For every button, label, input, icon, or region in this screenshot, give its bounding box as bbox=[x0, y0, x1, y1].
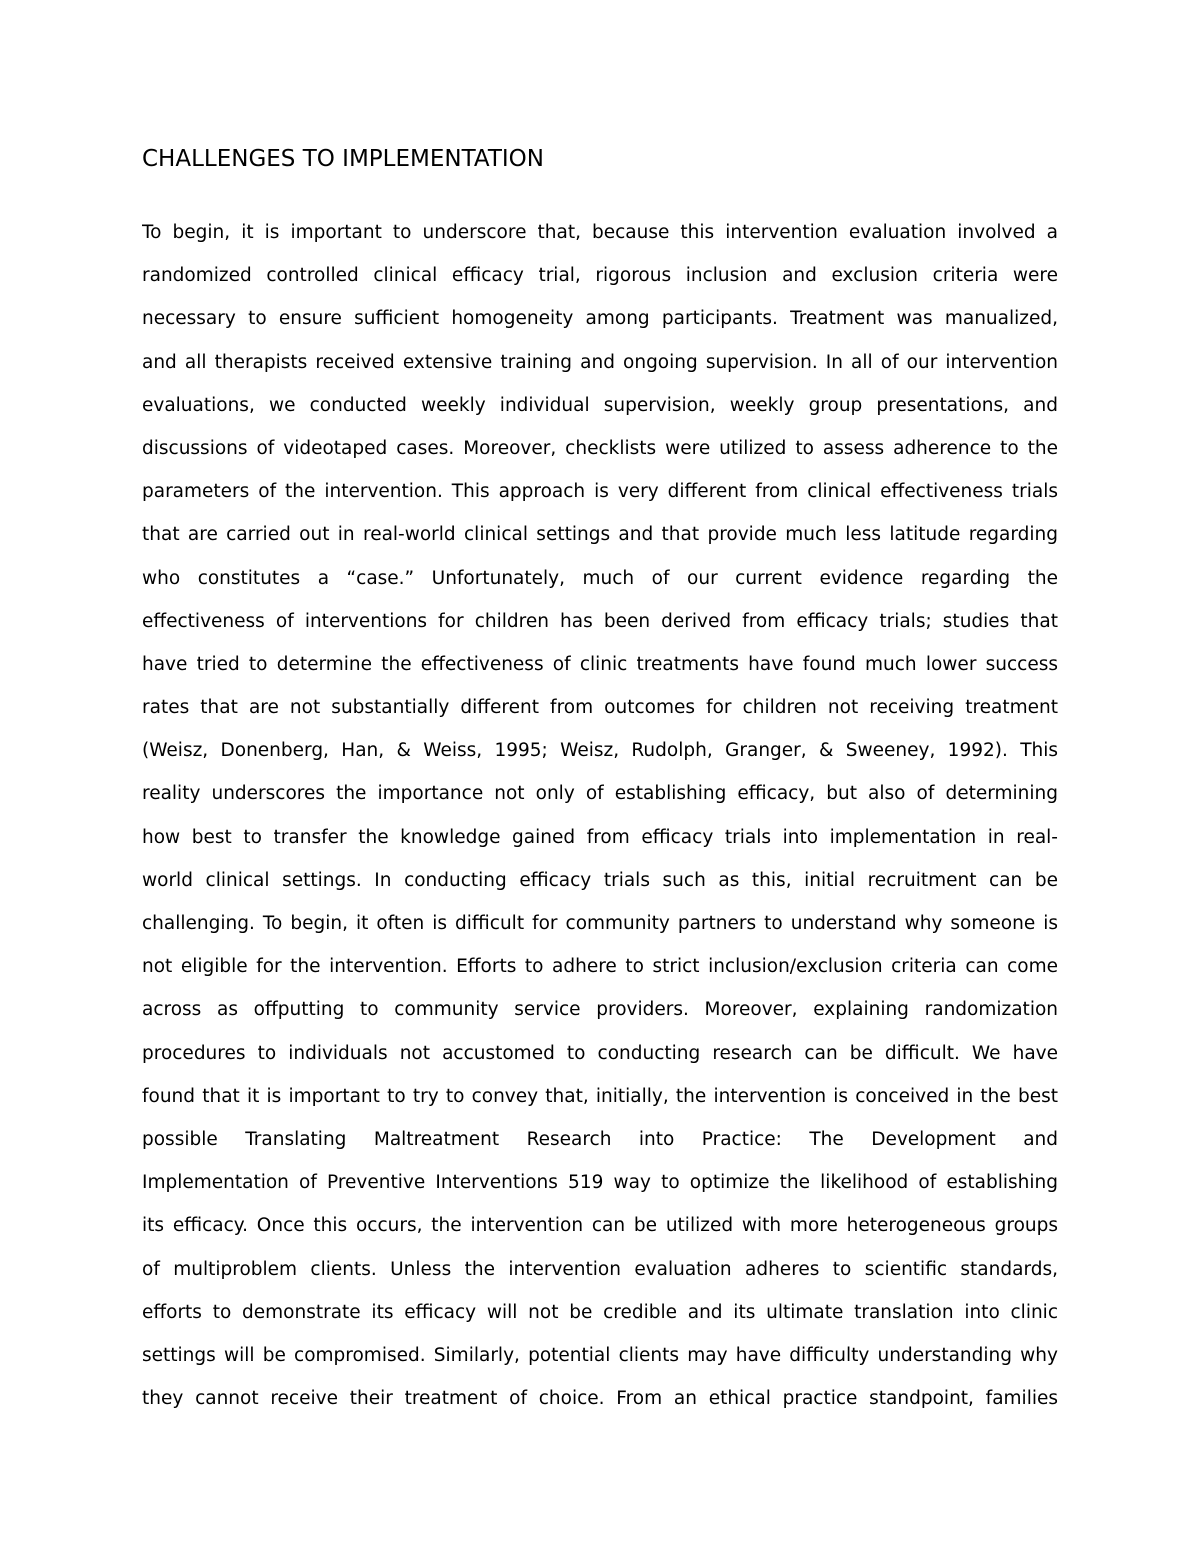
text-line: Implementation of Preventive Interventions 519 way to optimize the likelihood of establishing bbox=[142, 1172, 1058, 1194]
text-line: discussions of videotaped cases. Moreover, checklists were utilized to assess adherence to the bbox=[142, 437, 1058, 459]
text-line: evaluations, we conducted weekly individual supervision, weekly group presentations, and bbox=[142, 394, 1058, 416]
text-line: that are carried out in real-world clinical settings and that provide much less latitude regarding bbox=[142, 524, 1058, 546]
text-line: world clinical settings. In conducting efficacy trials such as this, initial recruitment can be bbox=[142, 869, 1058, 891]
text-line: procedures to individuals not accustomed to conducting research can be difficult. We have bbox=[142, 1042, 1058, 1064]
text-line: and all therapists received extensive training and ongoing supervision. In all of our intervention bbox=[142, 351, 1058, 373]
text-line: how best to transfer the knowledge gained from efficacy trials into implementation in real- bbox=[142, 826, 1058, 848]
text-line: reality underscores the importance not only of establishing efficacy, but also of determining bbox=[142, 783, 1058, 805]
text-line: effectiveness of interventions for children has been derived from efficacy trials; studies that bbox=[142, 610, 1058, 632]
text-line: parameters of the intervention. This approach is very different from clinical effectiveness trials bbox=[142, 481, 1058, 503]
text-line: have tried to determine the effectiveness of clinic treatments have found much lower success bbox=[142, 653, 1058, 675]
text-line: efforts to demonstrate its efficacy will not be credible and its ultimate translation into clinic bbox=[142, 1301, 1058, 1323]
body-text bbox=[142, 211, 1058, 1420]
text-line: possible Translating Maltreatment Research into Practice: The Development and bbox=[142, 1128, 1058, 1150]
text-line: not eligible for the intervention. Efforts to adhere to strict inclusion/exclusion criteria can come bbox=[142, 956, 1058, 978]
text-line: across as offputting to community service providers. Moreover, explaining randomization bbox=[142, 999, 1058, 1021]
text-line: randomized controlled clinical efficacy trial, rigorous inclusion and exclusion criteria were bbox=[142, 265, 1058, 287]
text-line: rates that are not substantially different from outcomes for children not receiving treatment bbox=[142, 697, 1058, 719]
text-line: challenging. To begin, it often is difficult for community partners to understand why someone is bbox=[142, 913, 1058, 934]
text-line: To begin, it is important to underscore that, because this intervention evaluation involved a bbox=[142, 222, 1058, 243]
text-line: (Weisz, Donenberg, Han, & Weiss, 1995; Weisz, Rudolph, Granger, & Sweeney, 1992). This bbox=[142, 740, 1058, 762]
section-heading: CHALLENGES TO IMPLEMENTATION bbox=[142, 146, 544, 172]
text-line: necessary to ensure sufficient homogeneity among participants. Treatment was manualized, bbox=[142, 308, 1058, 330]
text-line: its efficacy. Once this occurs, the intervention can be utilized with more heterogeneous groups bbox=[142, 1215, 1058, 1237]
text-line: they cannot receive their treatment of choice. From an ethical practice standpoint, families bbox=[142, 1388, 1058, 1410]
text-line: who constitutes a “case.” Unfortunately, much of our current evidence regarding the bbox=[142, 567, 1058, 589]
text-line: settings will be compromised. Similarly, potential clients may have difficulty understanding why bbox=[142, 1344, 1058, 1366]
text-line: found that it is important to try to convey that, initially, the intervention is conceived in the best bbox=[142, 1085, 1058, 1107]
text-line: of multiproblem clients. Unless the intervention evaluation adheres to scientific standards, bbox=[142, 1258, 1058, 1280]
